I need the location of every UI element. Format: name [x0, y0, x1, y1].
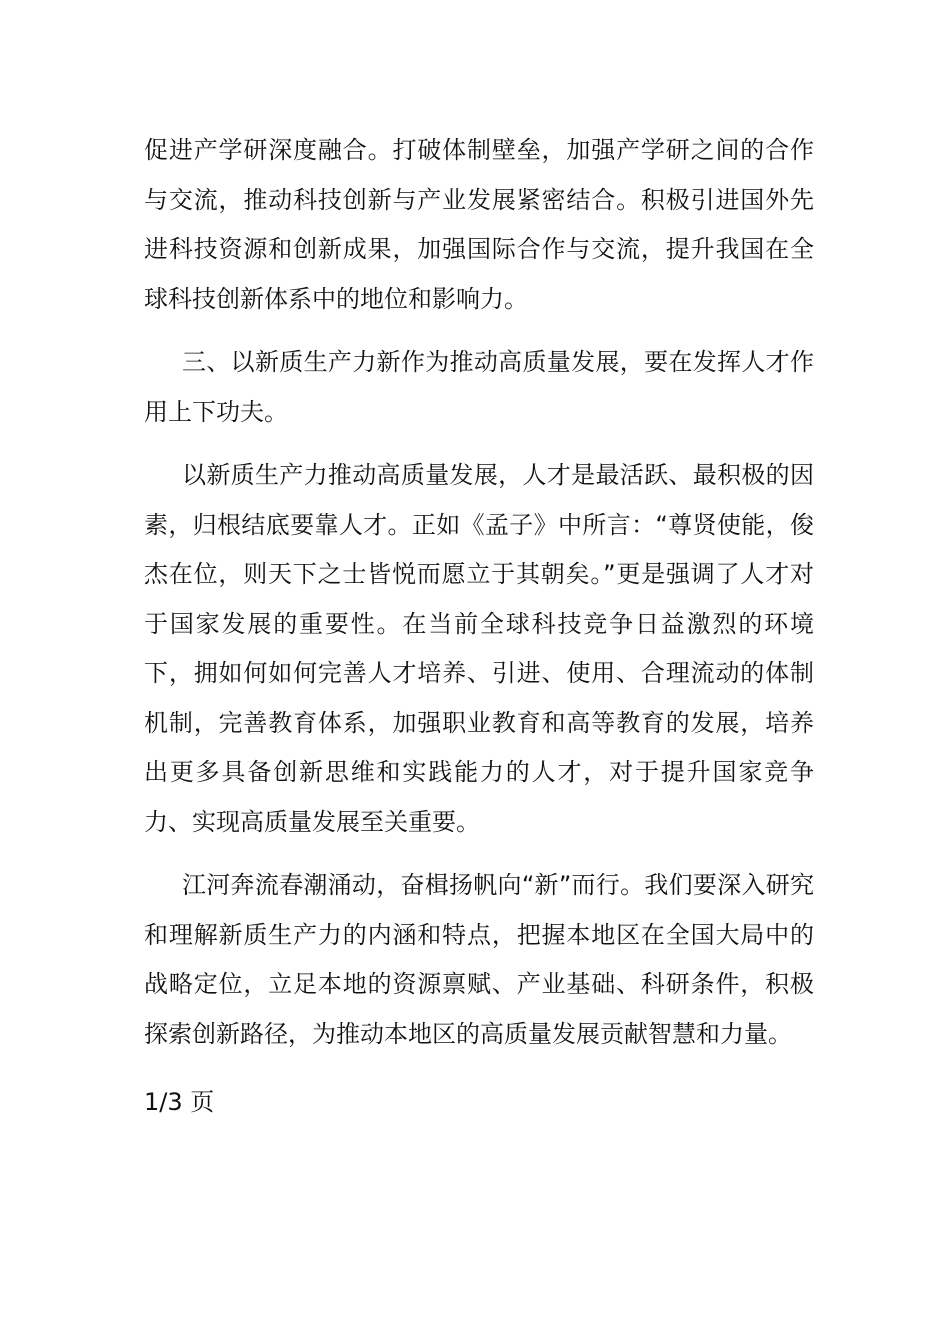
section-heading-three: 三、以新质生产力新作为推动高质量发展，要在发挥人才作用上下功夫。 — [144, 348, 814, 426]
page-number: 1/3 页 — [144, 1088, 215, 1116]
paragraph-continuation: 促进产学研深度融合。打破体制壁垒，加强产学研之间的合作与交流，推动科技创新与产业发展紧密结合。积极引进国外先进科技资源和创新成果，加强国际合作与交流，提升我国在全球科技创新体系中的地位和影响力。 — [144, 136, 814, 313]
paragraph-conclusion: 江河奔流春潮涌动，奋楫扬帆向“新”而行。我们要深入研究和理解新质生产力的内涵和特点，把握本地区在全国大局中的战略定位，立足本地的资源禀赋、产业基础、科研条件，积极探索创新路径，为推动本地区的高质量发展贡献智慧和力量。 — [144, 871, 814, 1048]
document-body — [144, 126, 814, 1073]
paragraph-talent: 以新质生产力推动高质量发展，人才是最活跃、最积极的因素，归根结底要靠人才。正如《孟子》中所言：“尊贤使能，俊杰在位，则天下之士皆悦而愿立于其朝矣。”更是强调了人才对于国家发展的重要性。在当前全球科技竞争日益激烈的环境下，拥如何如何完善人才培养、引进、使用、合理流动的体制机制，完善教育体系，加强职业教育和高等教育的发展，培养出更多具备创新思维和实践能力的人才，对于提升国家竞争力、实现高质量发展至关重要。 — [144, 461, 814, 836]
